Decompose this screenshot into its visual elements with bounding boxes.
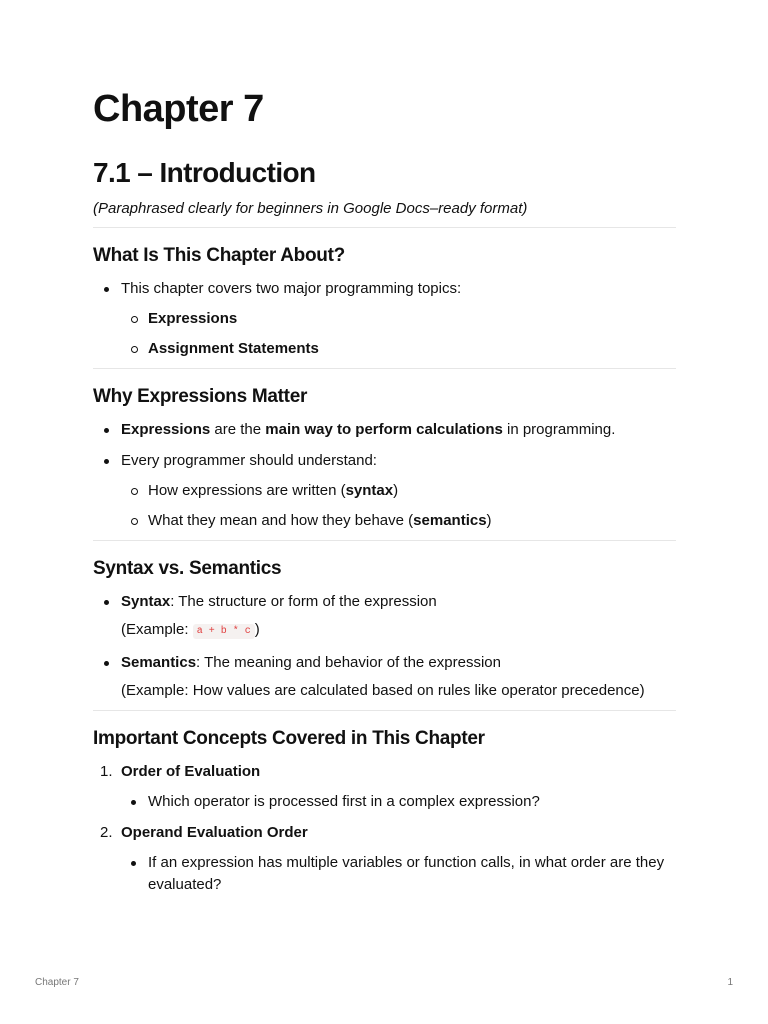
concepts-heading: Important Concepts Covered in This Chapter	[93, 728, 485, 749]
list-item: Expressions	[93, 308, 676, 330]
bold-text: Order of Evaluation	[121, 763, 261, 780]
text: What they mean and how they behave (	[148, 512, 414, 529]
divider	[93, 227, 676, 228]
why-list	[93, 419, 676, 532]
bold-text: semantics	[413, 512, 487, 529]
text: )	[254, 621, 260, 638]
example-paragraph: (Example: How values are calculated based on rules like operator precedence)	[121, 682, 645, 699]
text: (Example:	[121, 621, 193, 638]
bold-text: main way to perform calculations	[265, 421, 503, 438]
example-paragraph	[93, 619, 676, 643]
list-item	[93, 419, 676, 441]
syntax-list	[93, 591, 676, 613]
footer-page-number: 1	[727, 977, 733, 988]
list-number: 2.	[100, 824, 113, 841]
list-item	[93, 822, 676, 844]
chapter-title: Chapter 7	[93, 88, 264, 130]
syntax-heading: Syntax vs. Semantics	[93, 558, 282, 579]
bold-text: Expressions	[121, 421, 211, 438]
text: are the	[210, 421, 266, 438]
list-item	[93, 510, 676, 532]
section-heading: 7.1 – Introduction	[93, 157, 316, 188]
divider	[93, 368, 676, 369]
text: in programming.	[502, 421, 616, 438]
list-item: Assignment Statements	[93, 338, 676, 360]
text: : The meaning and behavior of the expression	[196, 654, 501, 671]
list-item: Every programmer should understand:	[93, 450, 676, 472]
text: )	[393, 482, 399, 499]
list-number: 1.	[100, 763, 113, 780]
section-subtitle: (Paraphrased clearly for beginners in Google Docs–ready format)	[93, 200, 528, 217]
list-item	[93, 591, 676, 613]
concepts-list	[93, 761, 676, 896]
text: )	[486, 512, 492, 529]
footer-chapter-label: Chapter 7	[35, 977, 79, 988]
list-item	[93, 652, 676, 674]
semantics-list	[93, 652, 676, 674]
bold-text: Operand Evaluation Order	[121, 824, 308, 841]
bold-text: syntax	[345, 482, 394, 499]
list-item: If an expression has multiple variables or function calls, in what order are they evaluated?	[93, 852, 676, 896]
list-item	[93, 480, 676, 502]
document-page	[93, 84, 676, 896]
list-item: This chapter covers two major programming topics:	[93, 278, 676, 300]
text: : The structure or form of the expression	[170, 593, 437, 610]
bold-text: Semantics	[121, 654, 197, 671]
about-list	[93, 278, 676, 360]
divider	[93, 710, 676, 711]
divider	[93, 540, 676, 541]
why-heading: Why Expressions Matter	[93, 386, 308, 407]
list-item	[93, 761, 676, 783]
inline-code: a + b * c	[193, 624, 255, 639]
bold-text: Syntax	[121, 593, 171, 610]
text: How expressions are written (	[148, 482, 346, 499]
list-item: Which operator is processed first in a complex expression?	[93, 791, 676, 813]
about-heading: What Is This Chapter About?	[93, 245, 345, 266]
